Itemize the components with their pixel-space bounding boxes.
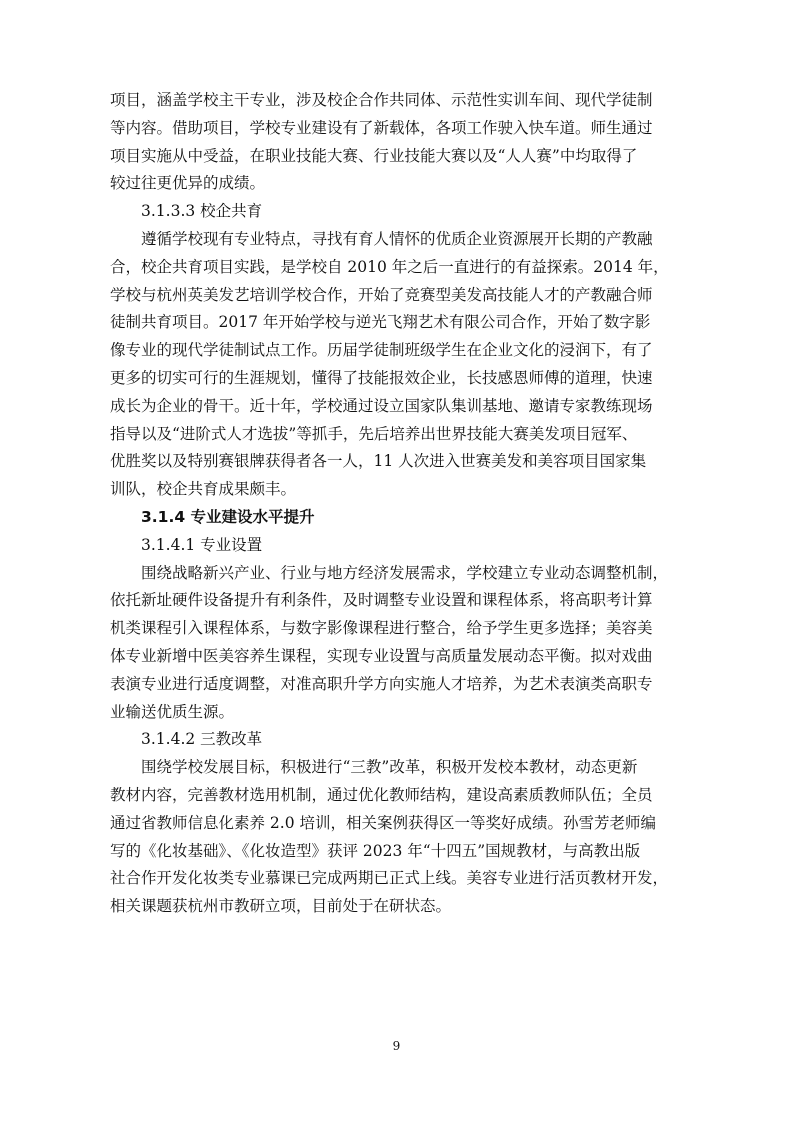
subsection-heading-3-1-3-3: 3.1.3.3 校企共育 [141, 202, 263, 221]
text-line: 指导以及“进阶式人才选拔”等抓手，先后培养出世界技能大赛美发项目冠军、 [110, 424, 638, 443]
text-line: 围绕战略新兴产业、行业与地方经济发展需求，学校建立专业动态调整机制， [141, 563, 669, 582]
text-line: 表演专业进行适度调整，对准高职升学方向实施人才培养，为艺术表演类高职专 [110, 674, 653, 693]
text-line: 写的《化妆基础》、《化妆造型》获评 2023 年“十四五”国规教材，与高教出版 [110, 841, 641, 860]
text-line: 教材内容，完善教材选用机制，通过优化教师结构，建设高素质教师队伍；全员 [110, 785, 653, 804]
text-line: 成长为企业的骨干。近十年，学校通过设立国家队集训基地、邀请专家教练现场 [110, 396, 653, 415]
paragraph-school-enterprise [110, 226, 690, 504]
paragraph-major-settings [110, 560, 690, 727]
text-line: 学校与杭州英美发艺培训学校合作，开始了竞赛型美发高技能人才的产教融合师 [110, 285, 653, 304]
page-number: 9 [392, 1039, 401, 1053]
text-line: 优胜奖以及特别赛银牌获得者各一人，11 人次进入世赛美发和美容项目国家集 [110, 452, 647, 471]
text-line: 通过省教师信息化素养 2.0 培训，相关案例获得区一等奖好成绩。孙雪芳老师编 [110, 813, 657, 832]
text-line: 合，校企共育项目实践，是学校自 2010 年之后一直进行的有益探索。2014 年， [110, 257, 669, 276]
text-line: 遵循学校现有专业特点，寻找有育人情怀的优质企业资源展开长期的产教融 [141, 229, 653, 248]
text-line: 较过往更优异的成绩。 [110, 174, 266, 193]
page-body [110, 87, 690, 921]
text-line: 围绕学校发展目标，积极进行“三教”改革，积极开发校本教材，动态更新 [141, 758, 638, 777]
text-line: 业输送优质生源。 [110, 702, 235, 721]
paragraph-project-results [110, 87, 690, 198]
text-line: 依托新址硬件设备提升有利条件，及时调整专业设置和课程体系，将高职考计算 [110, 591, 653, 610]
text-line: 体专业新增中医美容养生课程，实现专业设置与高质量发展动态平衡。拟对戏曲 [110, 646, 653, 665]
text-line: 项目，涵盖学校主干专业，涉及校企合作共同体、示范性实训车间、现代学徒制 [110, 91, 653, 109]
paragraph-three-teaching-reform [110, 754, 690, 921]
text-line: 更多的切实可行的生涯规划，懂得了技能报效企业，长技感恩师傅的道理，快速 [110, 368, 653, 387]
text-line: 相关课题获杭州市教研立项，目前处于在研状态。 [110, 897, 452, 916]
text-line: 社合作开发化妆类专业慕课已完成两期已正式上线。美容专业进行活页教材开发， [110, 869, 669, 888]
text-line: 项目实施从中受益，在职业技能大赛、行业技能大赛以及“人人赛”中均取得了 [110, 146, 638, 165]
text-line: 像专业的现代学徒制试点工作。历届学徒制班级学生在企业文化的浸润下，有了 [110, 341, 653, 360]
subsection-heading-3-1-4-1: 3.1.4.1 专业设置 [141, 535, 263, 554]
section-heading-3-1-4: 3.1.4 专业建设水平提升 [141, 507, 315, 526]
subsection-heading-3-1-4-2: 3.1.4.2 三教改革 [141, 730, 263, 749]
text-line: 训队，校企共育成果颇丰。 [110, 480, 297, 499]
text-line: 等内容。借助项目，学校专业建设有了新载体，各项工作驶入快车道。师生通过 [110, 118, 653, 137]
text-line: 徒制共育项目。2017 年开始学校与逆光飞翔艺术有限公司合作，开始了数字影 [110, 313, 651, 332]
text-line: 机类课程引入课程体系，与数字影像课程进行整合，给予学生更多选择；美容美 [110, 619, 653, 638]
